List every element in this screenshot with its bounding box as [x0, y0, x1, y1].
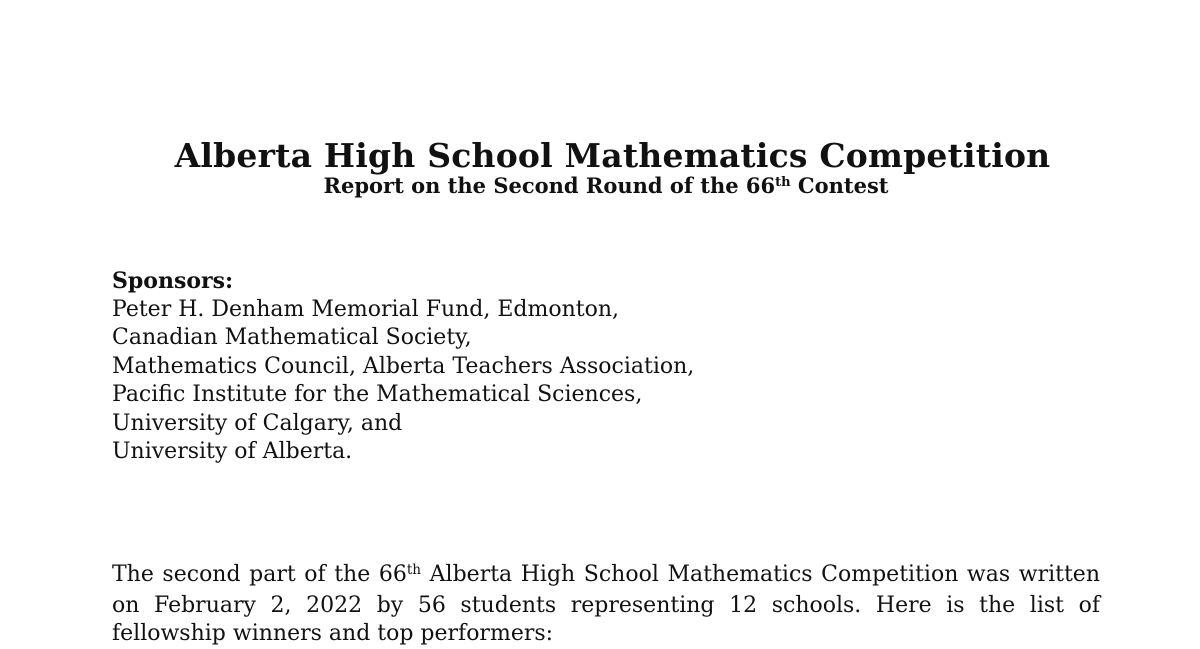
sponsors-heading: Sponsors: [112, 268, 234, 294]
sponsor-item: University of Alberta. [112, 439, 353, 464]
subtitle-ordinal-suffix: th [775, 174, 791, 190]
sponsor-item: Pacific Institute for the Mathematical Sciences, [112, 382, 643, 407]
sponsor-item: Peter H. Denham Memorial Fund, Edmonton, [112, 296, 620, 322]
sponsors-section [112, 267, 694, 467]
intro-text: The second part of the 66 [112, 562, 407, 587]
page-subtitle [0, 173, 1200, 198]
sponsor-item: Mathematics Council, Alberta Teachers Association, [112, 353, 695, 379]
sponsor-item: Canadian Mathematical Society, [112, 325, 472, 350]
intro-text-end: Alberta High School Mathematics Competition was written on February 2, 2022 by 56 students representing 12 schools. Here is the list of fellowship winners and top performers: [112, 562, 1100, 646]
page-title: Alberta High School Mathematics Competition [174, 136, 1051, 175]
sponsor-item: University of Calgary, and [112, 410, 403, 436]
subtitle-text-end: Contest [790, 173, 889, 198]
intro-ordinal-suffix: th [406, 561, 422, 578]
intro-paragraph [112, 561, 1100, 649]
subtitle-text: Report on the Second Round of the 66 [323, 173, 776, 198]
